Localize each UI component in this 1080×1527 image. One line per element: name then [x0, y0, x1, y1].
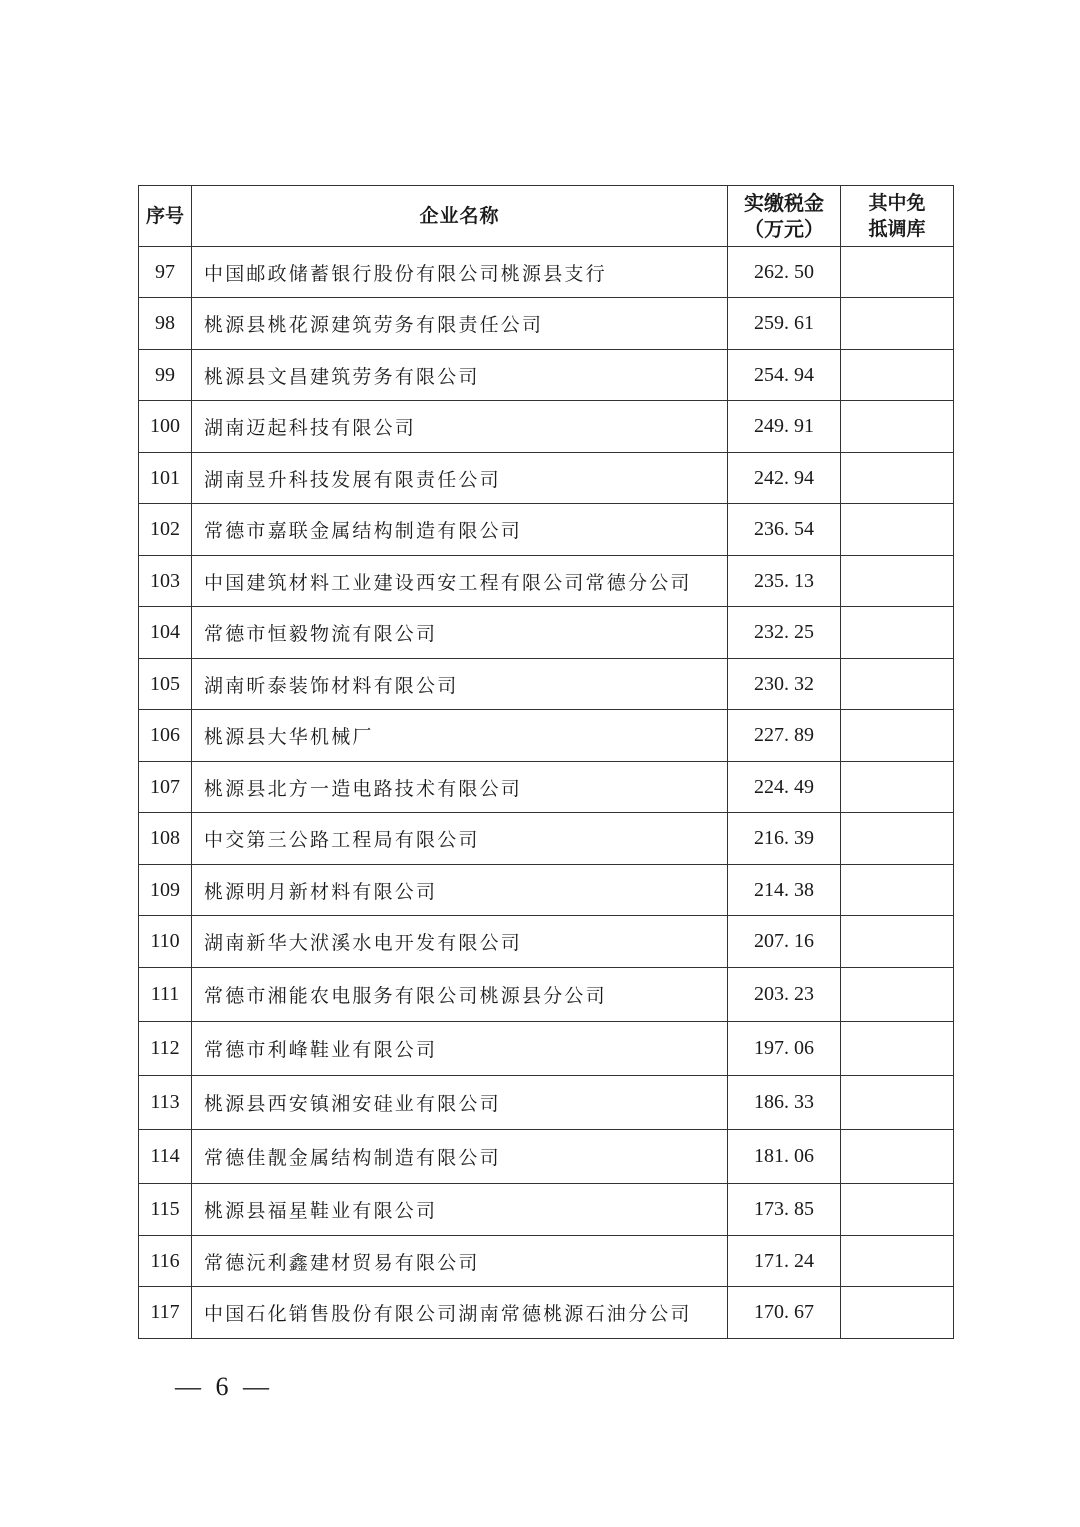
header-tax-line2: （万元） [744, 217, 824, 241]
row-exempt [841, 504, 954, 556]
row-no: 103 [139, 556, 192, 607]
row-name: 湖南昱升科技发展有限责任公司 [192, 453, 728, 504]
row-no: 99 [139, 350, 192, 401]
row-exempt [841, 916, 954, 968]
row-name: 常德市利峰鞋业有限公司 [192, 1022, 728, 1076]
row-tax: 242. 94 [728, 453, 841, 504]
header-row [139, 186, 954, 247]
row-exempt [841, 1287, 954, 1339]
page-number: — 6 — [175, 1372, 273, 1401]
table-row [139, 1076, 954, 1130]
table-row [139, 710, 954, 762]
row-name: 常德佳靓金属结构制造有限公司 [192, 1130, 728, 1184]
row-tax: 186. 33 [728, 1076, 841, 1130]
header-exempt-line1: 其中免 [868, 192, 926, 214]
row-exempt [841, 453, 954, 504]
table-row [139, 1184, 954, 1236]
row-tax: 171. 24 [728, 1236, 841, 1287]
row-exempt [841, 350, 954, 401]
table-body [139, 247, 954, 1339]
row-tax: 207. 16 [728, 916, 841, 968]
row-tax: 262. 50 [728, 247, 841, 298]
row-tax: 216. 39 [728, 813, 841, 865]
row-name: 常德市恒毅物流有限公司 [192, 607, 728, 659]
row-no: 107 [139, 762, 192, 813]
row-name: 桃源县大华机械厂 [192, 710, 728, 762]
header-tax [728, 186, 841, 247]
row-name: 桃源县北方一造电路技术有限公司 [192, 762, 728, 813]
row-tax: 259. 61 [728, 298, 841, 350]
row-exempt [841, 1022, 954, 1076]
row-no: 117 [139, 1287, 192, 1339]
row-tax: 227. 89 [728, 710, 841, 762]
row-exempt [841, 1076, 954, 1130]
row-name: 中交第三公路工程局有限公司 [192, 813, 728, 865]
row-exempt [841, 968, 954, 1022]
table-row [139, 350, 954, 401]
table-row [139, 401, 954, 453]
row-name: 桃源县福星鞋业有限公司 [192, 1184, 728, 1236]
row-exempt [841, 865, 954, 916]
row-exempt [841, 762, 954, 813]
row-name: 常德沅利鑫建材贸易有限公司 [192, 1236, 728, 1287]
row-name: 桃源县文昌建筑劳务有限公司 [192, 350, 728, 401]
row-exempt [841, 1184, 954, 1236]
row-tax: 230. 32 [728, 659, 841, 710]
row-exempt [841, 710, 954, 762]
row-tax: 173. 85 [728, 1184, 841, 1236]
row-exempt [841, 607, 954, 659]
table-row [139, 1236, 954, 1287]
row-no: 100 [139, 401, 192, 453]
table-row [139, 247, 954, 298]
table-row [139, 607, 954, 659]
row-name: 中国建筑材料工业建设西安工程有限公司常德分公司 [192, 556, 728, 607]
row-tax: 197. 06 [728, 1022, 841, 1076]
tax-table [138, 185, 954, 1339]
row-name: 中国邮政储蓄银行股份有限公司桃源县支行 [192, 247, 728, 298]
row-name: 桃源县西安镇湘安硅业有限公司 [192, 1076, 728, 1130]
row-exempt [841, 556, 954, 607]
table-row [139, 453, 954, 504]
row-tax: 203. 23 [728, 968, 841, 1022]
row-name: 湖南新华大洑溪水电开发有限公司 [192, 916, 728, 968]
row-no: 101 [139, 453, 192, 504]
header-tax-line1: 实缴税金 [744, 191, 824, 215]
row-no: 115 [139, 1184, 192, 1236]
row-no: 102 [139, 504, 192, 556]
row-exempt [841, 813, 954, 865]
row-name: 桃源明月新材料有限公司 [192, 865, 728, 916]
row-name: 常德市嘉联金属结构制造有限公司 [192, 504, 728, 556]
row-exempt [841, 298, 954, 350]
row-name: 湖南迈起科技有限公司 [192, 401, 728, 453]
row-no: 105 [139, 659, 192, 710]
header-exempt-line2: 抵调库 [868, 218, 926, 240]
row-tax: 181. 06 [728, 1130, 841, 1184]
row-no: 97 [139, 247, 192, 298]
row-no: 111 [139, 968, 192, 1022]
row-tax: 224. 49 [728, 762, 841, 813]
row-tax: 235. 13 [728, 556, 841, 607]
table-row [139, 659, 954, 710]
row-exempt [841, 1236, 954, 1287]
table-row [139, 1022, 954, 1076]
row-tax: 170. 67 [728, 1287, 841, 1339]
row-no: 109 [139, 865, 192, 916]
header-name: 企业名称 [192, 186, 728, 247]
row-no: 113 [139, 1076, 192, 1130]
table-row [139, 916, 954, 968]
row-name: 湖南昕泰装饰材料有限公司 [192, 659, 728, 710]
table-row [139, 1287, 954, 1339]
row-exempt [841, 247, 954, 298]
row-tax: 214. 38 [728, 865, 841, 916]
row-name: 中国石化销售股份有限公司湖南常德桃源石油分公司 [192, 1287, 728, 1339]
table-row [139, 556, 954, 607]
table-row [139, 504, 954, 556]
row-name: 桃源县桃花源建筑劳务有限责任公司 [192, 298, 728, 350]
row-tax: 232. 25 [728, 607, 841, 659]
row-no: 108 [139, 813, 192, 865]
table-row [139, 813, 954, 865]
row-no: 110 [139, 916, 192, 968]
table-row [139, 762, 954, 813]
table-row [139, 968, 954, 1022]
header-exempt [841, 186, 954, 247]
row-tax: 236. 54 [728, 504, 841, 556]
row-exempt [841, 659, 954, 710]
row-no: 116 [139, 1236, 192, 1287]
table-row [139, 1130, 954, 1184]
row-no: 98 [139, 298, 192, 350]
table-row [139, 865, 954, 916]
table-row [139, 298, 954, 350]
row-exempt [841, 401, 954, 453]
row-no: 114 [139, 1130, 192, 1184]
header-no: 序号 [139, 186, 192, 247]
row-no: 104 [139, 607, 192, 659]
row-tax: 254. 94 [728, 350, 841, 401]
row-tax: 249. 91 [728, 401, 841, 453]
row-no: 112 [139, 1022, 192, 1076]
row-no: 106 [139, 710, 192, 762]
row-name: 常德市湘能农电服务有限公司桃源县分公司 [192, 968, 728, 1022]
row-exempt [841, 1130, 954, 1184]
